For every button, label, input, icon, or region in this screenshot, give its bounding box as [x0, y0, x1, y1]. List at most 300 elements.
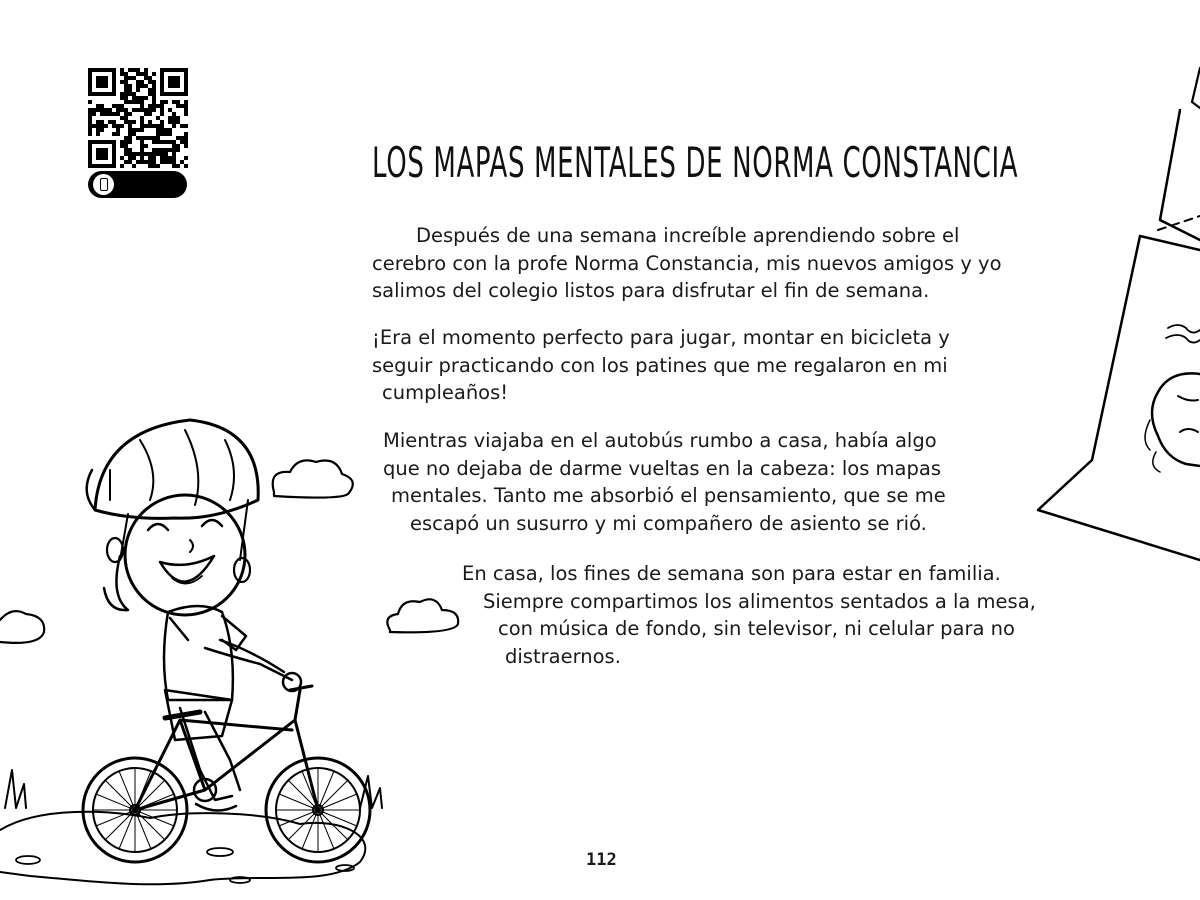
qr-module [156, 128, 160, 132]
qr-module [116, 108, 120, 112]
qr-module [88, 164, 92, 168]
qr-module [176, 136, 180, 140]
qr-module [104, 140, 108, 144]
qr-module [172, 148, 176, 152]
qr-module [180, 92, 184, 96]
qr-module [112, 124, 116, 128]
qr-module [148, 152, 152, 156]
qr-module [100, 76, 104, 80]
qr-module [100, 92, 104, 96]
paragraph-line: seguir practicando con los patines que me regalaron en mi [372, 353, 948, 377]
qr-module [172, 124, 176, 128]
qr-module [168, 116, 172, 120]
qr-module [144, 72, 148, 76]
qr-module [132, 152, 136, 156]
qr-module [184, 164, 188, 168]
qr-module [168, 108, 172, 112]
qr-module [120, 108, 124, 112]
qr-module [132, 68, 136, 72]
qr-module [172, 92, 176, 96]
qr-module [132, 92, 136, 96]
qr-module [132, 164, 136, 168]
qr-module [172, 120, 176, 124]
paragraph-line: En casa, los fines de semana son para estar en familia. [462, 562, 1001, 585]
qr-module [176, 104, 180, 108]
qr-module [112, 120, 116, 124]
qr-code-icon[interactable] [88, 68, 188, 168]
qr-module [128, 128, 132, 132]
qr-module [92, 124, 96, 128]
qr-module [100, 152, 104, 156]
qr-module [92, 68, 96, 72]
qr-module [88, 92, 92, 96]
qr-module [88, 108, 92, 112]
qr-module [100, 80, 104, 84]
qr-module [148, 80, 152, 84]
qr-module [124, 80, 128, 84]
qr-module [96, 120, 100, 124]
qr-module [108, 92, 112, 96]
qr-module [132, 156, 136, 160]
paragraph-line: cumpleaños! [382, 381, 509, 404]
qr-module [152, 104, 156, 108]
qr-module [112, 92, 116, 96]
qr-module [120, 144, 124, 148]
qr-module [176, 116, 180, 120]
qr-module [88, 120, 92, 124]
qr-module [136, 88, 140, 92]
qr-module [120, 68, 124, 72]
paragraph-line: cerebro con la profe Norma Constancia, mis nuevos amigos y yo [372, 251, 1002, 275]
qr-module [112, 152, 116, 156]
qr-module [148, 112, 152, 116]
qr-module [140, 128, 144, 132]
qr-module [104, 152, 108, 156]
qr-module [144, 84, 148, 88]
qr-module [184, 84, 188, 88]
qr-module [96, 84, 100, 88]
qr-module [184, 132, 188, 136]
qr-module [112, 80, 116, 84]
qr-module [124, 144, 128, 148]
qr-module [164, 148, 168, 152]
qr-module [152, 108, 156, 112]
qr-module [96, 128, 100, 132]
qr-module [176, 164, 180, 168]
qr-module [172, 112, 176, 116]
qr-module [120, 164, 124, 168]
qr-module [88, 160, 92, 164]
qr-module [104, 156, 108, 160]
qr-module [168, 128, 172, 132]
qr-module [124, 96, 128, 100]
qr-module [112, 156, 116, 160]
qr-module [88, 140, 92, 144]
qr-module [136, 72, 140, 76]
qr-module [104, 68, 108, 72]
qr-module [160, 132, 164, 136]
phone-scan-badge [88, 171, 187, 198]
qr-module [160, 124, 164, 128]
qr-module [164, 156, 168, 160]
qr-module [176, 76, 180, 80]
qr-module [184, 68, 188, 72]
qr-module [100, 108, 104, 112]
qr-module [100, 124, 104, 128]
qr-module [120, 140, 124, 144]
qr-module [172, 140, 176, 144]
qr-module [120, 72, 124, 76]
qr-module [124, 152, 128, 156]
qr-module [132, 128, 136, 132]
qr-module [136, 80, 140, 84]
qr-module [152, 96, 156, 100]
qr-module [116, 132, 120, 136]
qr-module [92, 108, 96, 112]
qr-module [132, 108, 136, 112]
qr-module [168, 140, 172, 144]
qr-module [168, 80, 172, 84]
qr-module [140, 140, 144, 144]
qr-module [88, 148, 92, 152]
qr-module [120, 116, 124, 120]
qr-module [128, 124, 132, 128]
qr-module [164, 100, 168, 104]
qr-module [136, 136, 140, 140]
qr-module [100, 164, 104, 168]
qr-module [152, 92, 156, 96]
qr-module [112, 144, 116, 148]
qr-module [132, 96, 136, 100]
qr-module [152, 152, 156, 156]
phone-icon [93, 174, 114, 195]
qr-module [176, 148, 180, 152]
paragraph-line: escapó un susurro y mi compañero de asiento se rió. [410, 511, 927, 535]
qr-module [160, 108, 164, 112]
qr-module [184, 72, 188, 76]
qr-module [120, 156, 124, 160]
qr-module [184, 104, 188, 108]
qr-module [108, 120, 112, 124]
qr-module [152, 84, 156, 88]
qr-module [140, 124, 144, 128]
qr-module [88, 88, 92, 92]
qr-module [100, 104, 104, 108]
qr-module [184, 156, 188, 160]
qr-module [164, 160, 168, 164]
qr-module [152, 156, 156, 160]
qr-module [100, 128, 104, 132]
qr-module [88, 144, 92, 148]
qr-module [172, 68, 176, 72]
qr-module [124, 148, 128, 152]
qr-module [164, 92, 168, 96]
qr-module [88, 152, 92, 156]
qr-module [156, 132, 160, 136]
qr-module [156, 148, 160, 152]
qr-module [88, 68, 92, 72]
qr-module [140, 96, 144, 100]
qr-module [152, 160, 156, 164]
paragraph-line: que no dejaba de darme vueltas en la cabeza: los mapas [383, 456, 941, 480]
qr-module [144, 160, 148, 164]
qr-module [160, 140, 164, 144]
qr-module [184, 112, 188, 116]
qr-module [152, 80, 156, 84]
qr-module [160, 104, 164, 108]
paragraph-line: Mientras viajaba en el autobús rumbo a casa, había algo [383, 429, 937, 452]
qr-module [120, 92, 124, 96]
qr-module [128, 88, 132, 92]
qr-module [88, 128, 92, 132]
qr-module [168, 76, 172, 80]
qr-module [152, 100, 156, 104]
qr-module [140, 80, 144, 84]
qr-module [128, 160, 132, 164]
qr-module [156, 136, 160, 140]
qr-module [132, 120, 136, 124]
qr-module [100, 84, 104, 88]
qr-module [144, 144, 148, 148]
qr-module [104, 148, 108, 152]
qr-module [144, 112, 148, 116]
qr-module [160, 84, 164, 88]
qr-module [112, 68, 116, 72]
qr-module [112, 140, 116, 144]
qr-module [96, 80, 100, 84]
qr-module [92, 112, 96, 116]
qr-module [124, 120, 128, 124]
qr-module [96, 152, 100, 156]
qr-module [176, 84, 180, 88]
paragraph-line: ¡Era el momento perfecto para jugar, montar en bicicleta y [372, 326, 950, 349]
qr-module [144, 68, 148, 72]
qr-module [156, 104, 160, 108]
qr-module [172, 100, 176, 104]
qr-module [140, 108, 144, 112]
qr-module [176, 92, 180, 96]
qr-module [128, 152, 132, 156]
qr-module [148, 88, 152, 92]
qr-module [100, 156, 104, 160]
qr-module [104, 108, 108, 112]
qr-module [124, 116, 128, 120]
qr-module [164, 68, 168, 72]
qr-module [144, 136, 148, 140]
qr-module [92, 92, 96, 96]
qr-module [112, 132, 116, 136]
qr-module [88, 72, 92, 76]
paragraph-2 [372, 324, 950, 407]
qr-module [184, 100, 188, 104]
qr-module [128, 148, 132, 152]
qr-module [184, 80, 188, 84]
qr-module [140, 148, 144, 152]
qr-module [140, 72, 144, 76]
qr-module [160, 68, 164, 72]
qr-module [112, 104, 116, 108]
qr-module [88, 124, 92, 128]
paragraph-line: distraernos. [505, 644, 621, 668]
qr-module [88, 116, 92, 120]
qr-module [96, 124, 100, 128]
qr-module [136, 152, 140, 156]
qr-module [140, 136, 144, 140]
qr-module [184, 144, 188, 148]
qr-module [100, 68, 104, 72]
qr-module [180, 124, 184, 128]
qr-module [132, 132, 136, 136]
qr-module [144, 96, 148, 100]
qr-module [112, 76, 116, 80]
qr-module [184, 88, 188, 92]
qr-module [136, 96, 140, 100]
qr-module [88, 84, 92, 88]
qr-module [88, 132, 92, 136]
qr-module [128, 68, 132, 72]
qr-module [104, 76, 108, 80]
qr-module [124, 76, 128, 80]
qr-module [180, 160, 184, 164]
qr-module [116, 124, 120, 128]
grass-icon [5, 770, 26, 808]
paragraph-4 [462, 560, 1036, 670]
qr-module [104, 112, 108, 116]
qr-module [156, 140, 160, 144]
paragraph-1 [372, 222, 1002, 305]
qr-module [116, 112, 120, 116]
qr-module [148, 76, 152, 80]
qr-module [184, 108, 188, 112]
qr-module [136, 108, 140, 112]
qr-module [128, 132, 132, 136]
qr-module [144, 152, 148, 156]
qr-module [152, 72, 156, 76]
ground-patch [0, 812, 365, 885]
qr-module [112, 84, 116, 88]
qr-module [112, 112, 116, 116]
qr-module [128, 92, 132, 96]
qr-module [168, 160, 172, 164]
qr-module [148, 160, 152, 164]
qr-module [124, 100, 128, 104]
qr-module [96, 92, 100, 96]
qr-module [128, 100, 132, 104]
qr-module [168, 92, 172, 96]
qr-module [172, 76, 176, 80]
qr-module [100, 140, 104, 144]
paragraph-line: Después de una semana increíble aprendiendo sobre el [416, 224, 960, 247]
qr-module [124, 160, 128, 164]
qr-module [88, 156, 92, 160]
cloud-icon [273, 460, 353, 497]
paragraph-line: Siempre compartimos los alimentos sentados a la mesa, [483, 589, 1036, 613]
qr-module [180, 104, 184, 108]
qr-module [128, 140, 132, 144]
qr-module [96, 132, 100, 136]
qr-module [160, 112, 164, 116]
cloud-icon [380, 592, 466, 638]
qr-module [148, 108, 152, 112]
qr-module [140, 84, 144, 88]
qr-module [120, 80, 124, 84]
qr-module [88, 100, 92, 104]
qr-module [160, 92, 164, 96]
qr-module [96, 164, 100, 168]
qr-module [100, 120, 104, 124]
qr-module [148, 136, 152, 140]
qr-module [168, 120, 172, 124]
qr-module [92, 140, 96, 144]
qr-module [104, 164, 108, 168]
qr-module [124, 72, 128, 76]
qr-module [104, 124, 108, 128]
qr-module [96, 156, 100, 160]
qr-module [148, 164, 152, 168]
qr-module [180, 140, 184, 144]
qr-module [96, 104, 100, 108]
paragraph-line: salimos del colegio listos para disfrutar el fin de semana. [372, 279, 930, 302]
qr-module [176, 68, 180, 72]
qr-module [148, 156, 152, 160]
bicycle-frame [135, 686, 318, 810]
qr-module [92, 164, 96, 168]
qr-module [148, 92, 152, 96]
page-number: 112 [586, 850, 617, 870]
qr-module [160, 76, 164, 80]
qr-module [176, 144, 180, 148]
qr-module [160, 72, 164, 76]
qr-module [116, 128, 120, 132]
qr-module [148, 104, 152, 108]
qr-module [184, 140, 188, 144]
qr-module [156, 124, 160, 128]
qr-module [128, 76, 132, 80]
qr-module [136, 84, 140, 88]
qr-module [88, 80, 92, 84]
qr-module [176, 100, 180, 104]
qr-module [124, 108, 128, 112]
qr-module [140, 116, 144, 120]
qr-module [108, 68, 112, 72]
qr-module [160, 152, 164, 156]
qr-module [172, 160, 176, 164]
qr-module [136, 128, 140, 132]
qr-module [116, 104, 120, 108]
qr-module [100, 112, 104, 116]
qr-module [164, 152, 168, 156]
qr-module [96, 140, 100, 144]
qr-module [140, 156, 144, 160]
qr-module [140, 120, 144, 124]
qr-module [140, 152, 144, 156]
qr-module [172, 116, 176, 120]
qr-module [104, 80, 108, 84]
qr-module [128, 136, 132, 140]
qr-module [148, 120, 152, 124]
qr-module [176, 80, 180, 84]
qr-module [160, 128, 164, 132]
qr-module [172, 152, 176, 156]
qr-module [160, 100, 164, 104]
qr-module [88, 112, 92, 116]
page-title: LOS MAPAS MENTALES DE NORMA CONSTANCIA [372, 138, 1019, 187]
qr-module [96, 148, 100, 152]
qr-module [96, 68, 100, 72]
qr-module [140, 104, 144, 108]
qr-module [136, 68, 140, 72]
qr-module [140, 160, 144, 164]
